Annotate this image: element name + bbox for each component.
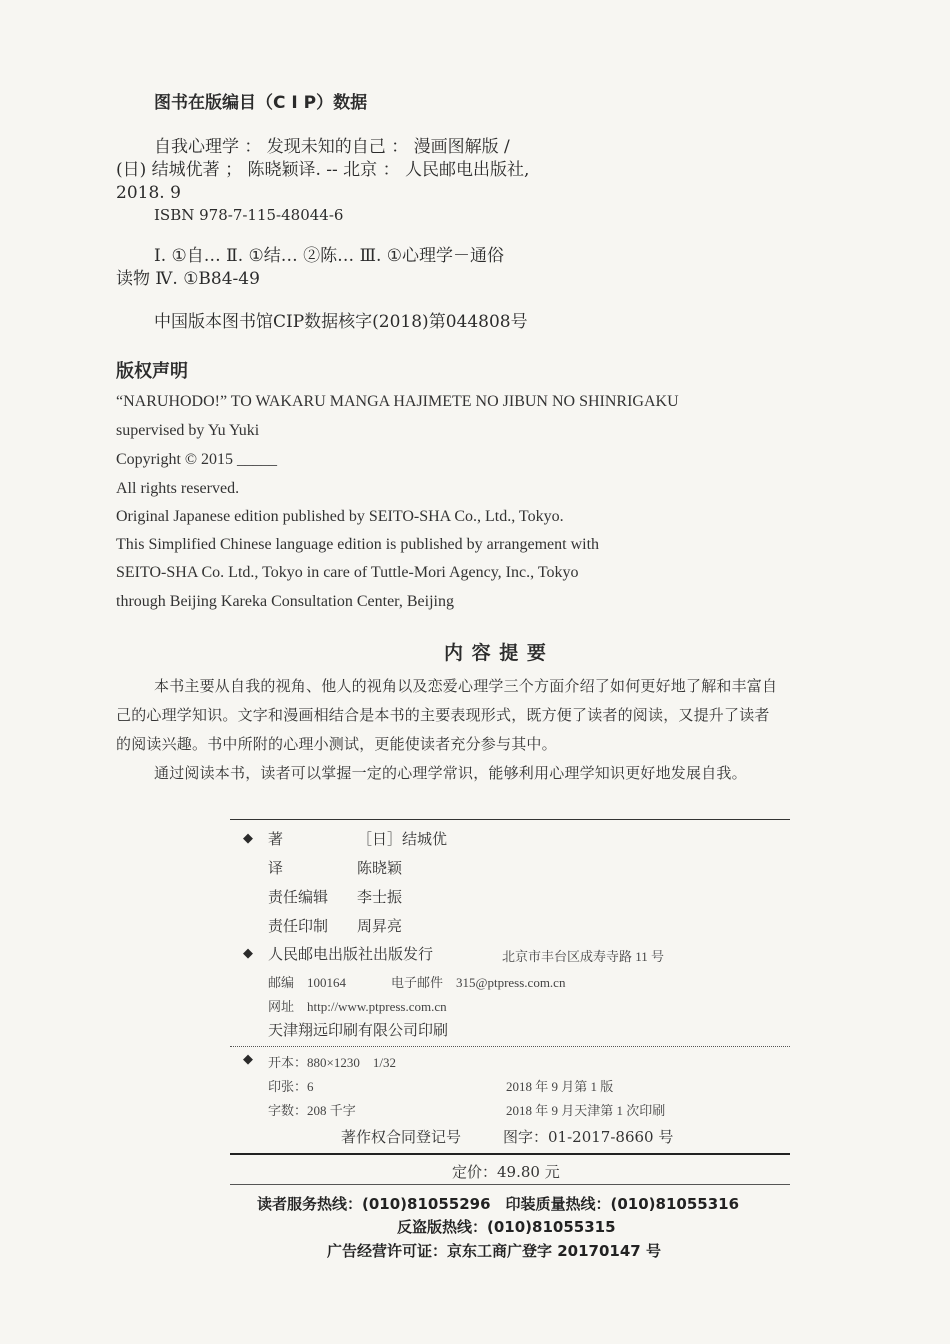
editor-name: 李士振 — [357, 888, 403, 906]
cip-title-line: 自我心理学 ： 发现未知的自己 ： 漫画图解版 / — [154, 137, 510, 157]
cip-classification-line: Ⅰ. ①自… Ⅱ. ①结… ②陈… Ⅲ. ①心理学－通俗 — [154, 246, 505, 266]
colophon-divider — [230, 1046, 790, 1047]
summary-heading: 内 容 提 要 — [444, 642, 547, 664]
contract-label: 著作权合同登记号 — [341, 1128, 462, 1146]
contract-number: 图字：01-2017-8660 号 — [503, 1128, 674, 1146]
book-format: 开本：880×1230 1/32 — [268, 1055, 396, 1070]
cip-classification-line-2: 读物 Ⅳ. ①B84-49 — [116, 269, 260, 289]
copyright-line: Original Japanese edition published by SEITO-SHA Co., Ltd., Tokyo. — [116, 508, 564, 525]
colophon-top-rule — [230, 819, 790, 820]
cip-author-line: (日) 结城优著 ； 陈晓颖译. -- 北京 ： 人民邮电出版社, — [116, 160, 530, 180]
copyright-line: Copyright © 2015 _____ — [116, 451, 278, 468]
copyright-line: This Simplified Chinese language edition is published by arrangement with — [116, 536, 600, 553]
postcode: 邮编 100164 — [268, 975, 347, 990]
ad-license: 广告经营许可证：京东工商广登字 20170147 号 — [327, 1242, 661, 1260]
colophon-bottom-rule — [230, 1153, 790, 1155]
cip-date-line: 2018. 9 — [116, 183, 181, 203]
copyright-line: “NARUHODO!” TO WAKARU MANGA HAJIMETE NO JIBUN NO SHINRIGAKU — [116, 393, 679, 410]
summary-line: 通过阅读本书，读者可以掌握一定的心理学常识，能够利用心理学知识更好地发展自我。 — [154, 764, 747, 782]
bullet-diamond-icon: ◆ — [243, 946, 253, 961]
author-label: 著 — [268, 830, 284, 848]
bullet-diamond-icon: ◆ — [243, 1052, 253, 1067]
printing-label: 责任印制 — [268, 917, 329, 935]
summary-line: 己的心理学知识。文字和漫画相结合是本书的主要表现形式，既方便了读者的阅读，又提升了读者 — [116, 706, 770, 724]
copyright-line: SEITO-SHA Co. Ltd., Tokyo in care of Tuttle-Mori Agency, Inc., Tokyo — [116, 564, 579, 581]
bullet-diamond-icon: ◆ — [243, 831, 253, 846]
summary-line: 的阅读兴趣。书中所附的心理小测试，更能使读者充分参与其中。 — [116, 735, 557, 753]
editor-label: 责任编辑 — [268, 888, 329, 906]
copyright-line: All rights reserved. — [116, 480, 240, 497]
printer: 天津翔远印刷有限公司印刷 — [268, 1021, 449, 1039]
antipiracy-hotline: 反盗版热线：(010)81055315 — [397, 1218, 616, 1236]
service-hotlines: 读者服务热线：(010)81055296 印装质量热线：(010)81055316 — [257, 1195, 740, 1213]
website: 网址 http://www.ptpress.com.cn — [268, 999, 447, 1014]
edition-date: 2018 年 9 月第 1 版 — [506, 1079, 614, 1094]
email: 电子邮件 315@ptpress.com.cn — [391, 975, 566, 990]
word-count: 字数：208 千字 — [268, 1103, 356, 1118]
publisher: 人民邮电出版社出版发行 — [268, 945, 434, 963]
printed-sheets: 印张：6 — [268, 1079, 314, 1094]
copyright-heading: 版权声明 — [116, 361, 188, 382]
publisher-address: 北京市丰台区成寿寺路 11 号 — [502, 949, 665, 964]
price-rule — [230, 1184, 790, 1185]
cip-isbn: ISBN 978-7-115-48044-6 — [154, 206, 344, 224]
summary-line: 本书主要从自我的视角、他人的视角以及恋爱心理学三个方面介绍了如何更好地了解和丰富自 — [154, 677, 778, 695]
copyright-line: through Beijing Kareka Consultation Center, Beijing — [116, 593, 454, 610]
cip-verification: 中国版本图书馆CIP数据核字(2018)第044808号 — [154, 312, 528, 332]
cip-heading: 图书在版编目（C I P）数据 — [154, 93, 368, 113]
price: 定价：49.80 元 — [452, 1163, 560, 1181]
translator-name: 陈晓颖 — [357, 859, 403, 877]
translator-label: 译 — [268, 859, 284, 877]
author-name: ［日］结城优 — [357, 830, 448, 848]
impression-date: 2018 年 9 月天津第 1 次印刷 — [506, 1103, 666, 1118]
copyright-line: supervised by Yu Yuki — [116, 422, 260, 439]
printing-name: 周昇亮 — [357, 917, 403, 935]
